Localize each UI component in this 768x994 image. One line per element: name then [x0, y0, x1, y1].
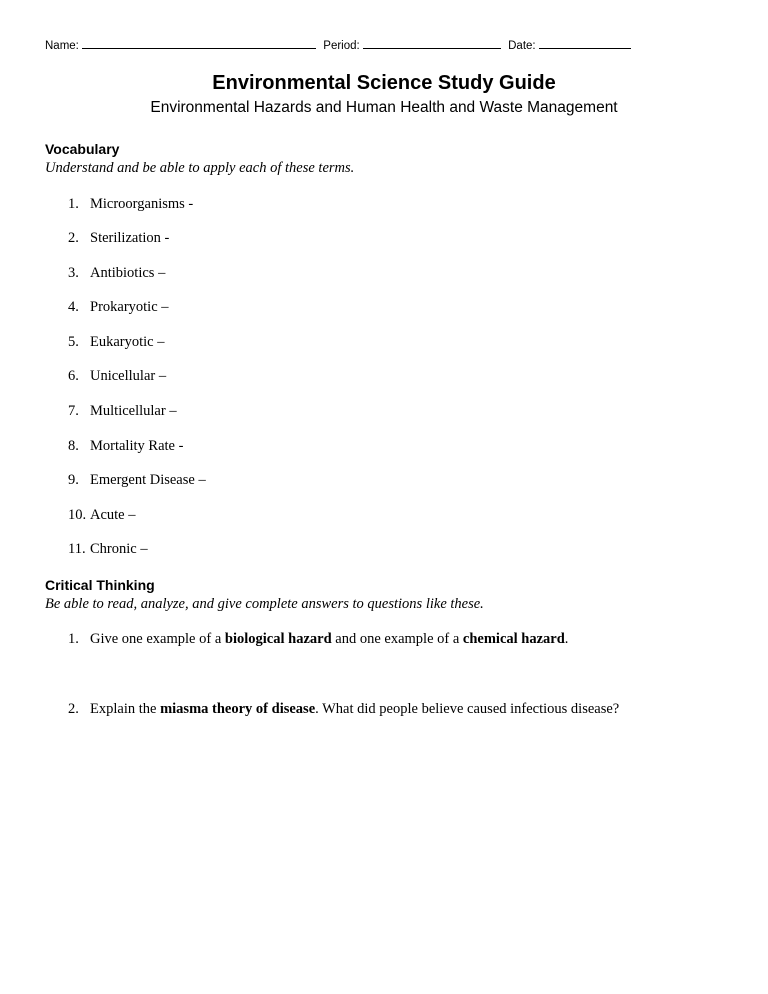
question-text: Explain the: [90, 701, 161, 717]
vocab-number: 4.: [68, 299, 79, 315]
vocab-number: 2.: [68, 230, 79, 246]
question-text: .: [564, 631, 569, 647]
vocab-item: [68, 334, 165, 351]
question-number: 1.: [68, 631, 79, 647]
vocab-number: 6.: [68, 368, 79, 384]
question-number: 2.: [68, 701, 79, 717]
student-info-line: [45, 38, 635, 52]
vocab-item: [68, 403, 177, 420]
vocab-number: 3.: [68, 265, 79, 281]
critical-thinking-heading: Critical Thinking: [45, 577, 155, 593]
vocab-item: [68, 438, 183, 455]
vocab-number: 1.: [68, 196, 79, 212]
question-text: Give one example of a: [90, 631, 225, 647]
date-blank[interactable]: [539, 38, 631, 49]
vocab-item: [68, 541, 148, 558]
vocab-item: [68, 230, 169, 247]
vocab-item: [68, 196, 193, 213]
vocab-term: Antibiotics –: [90, 265, 166, 281]
page-subtitle: Environmental Hazards and Human Health and Waste Management: [150, 99, 618, 116]
question-key-term: biological hazard: [224, 631, 332, 647]
period-blank[interactable]: [363, 38, 501, 49]
vocab-number: 11.: [68, 541, 86, 557]
vocab-term: Mortality Rate -: [90, 438, 184, 454]
question-text: . What did people believe caused infectious disease?: [315, 701, 620, 717]
vocab-term: Unicellular –: [90, 368, 167, 384]
vocabulary-heading: Vocabulary: [45, 141, 120, 157]
vocab-term: Chronic –: [90, 541, 148, 557]
vocab-number: 9.: [68, 472, 79, 488]
vocab-item: [68, 265, 165, 282]
vocab-term: Acute –: [90, 507, 136, 523]
vocab-number: 5.: [68, 334, 79, 350]
period-label: Period:: [323, 40, 360, 52]
name-blank[interactable]: [82, 38, 316, 49]
vocab-number: 7.: [68, 403, 79, 419]
vocab-term: Multicellular –: [90, 403, 177, 419]
question-item: [68, 631, 568, 648]
question-item: [68, 701, 619, 718]
vocab-item: [68, 507, 136, 524]
vocab-term: Emergent Disease –: [90, 472, 206, 488]
page-title: Environmental Science Study Guide: [212, 72, 556, 94]
vocab-term: Eukaryotic –: [90, 334, 165, 350]
vocab-number: 10.: [68, 507, 87, 523]
vocab-term: Sterilization -: [90, 230, 170, 246]
critical-thinking-instructions: Be able to read, analyze, and give complete answers to questions like these.: [45, 596, 484, 612]
vocab-item: [68, 472, 206, 489]
vocab-term: Microorganisms -: [90, 196, 194, 212]
question-key-term: miasma theory of disease: [160, 701, 316, 717]
name-label: Name:: [45, 40, 79, 52]
vocab-item: [68, 299, 169, 316]
question-key-term: chemical hazard: [462, 631, 565, 647]
vocab-number: 8.: [68, 438, 79, 454]
date-label: Date:: [508, 40, 536, 52]
vocab-term: Prokaryotic –: [90, 299, 169, 315]
question-text: and one example of a: [331, 631, 463, 647]
vocabulary-instructions: Understand and be able to apply each of these terms.: [45, 160, 355, 176]
vocab-item: [68, 368, 166, 385]
